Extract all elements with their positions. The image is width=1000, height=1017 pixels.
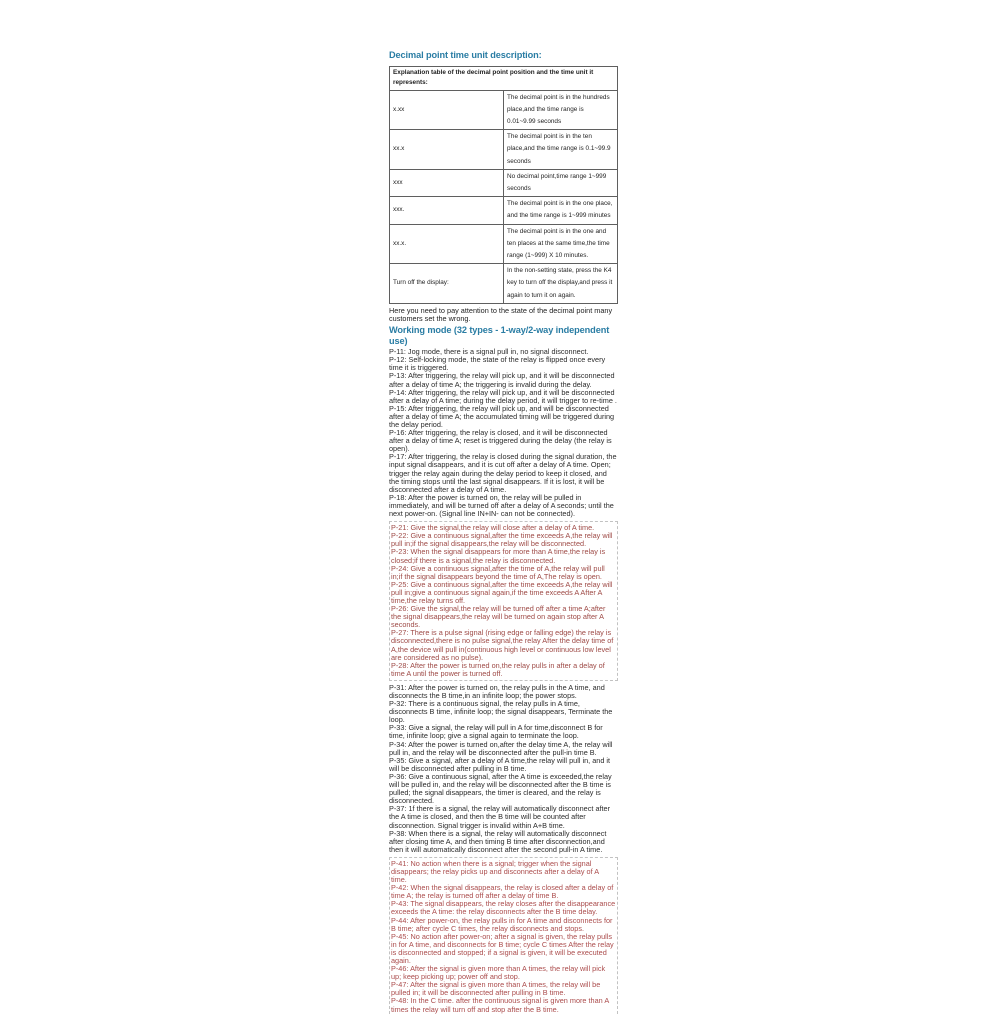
mode-item-p-44: P-44: After power-on, the relay pulls in for A time and disconnects for B time; after cycle C times, the relay disconnects and stops. xyxy=(391,915,613,933)
table-header-row xyxy=(390,66,618,90)
mode-item-p-22: P-22: Give a continuous signal,after the time exceeds A,the relay will pull in;if the signal disappears,the relay will be disconnected. xyxy=(391,531,613,549)
table-row-label: xx.x. xyxy=(390,224,504,264)
table-row-label: Turn off the display: xyxy=(390,264,504,304)
table-row-description: The decimal point is in the one place, and the time range is 1~999 minutes xyxy=(504,197,618,224)
mode-item-p-46: P-46: After the signal is given more than A times, the relay will pick up; keep picking up; power off and stop. xyxy=(391,964,606,982)
mode-item-p-47: P-47: After the signal is given more than A times, the relay will be pulled in; it will be disconnected after pulling in B time. xyxy=(391,980,601,998)
mode-item-p-28: P-28: After the power is turned on,the relay pulls in after a delay of time A until the power is turned off. xyxy=(391,660,605,678)
mode-item-p-34: P-34: After the power is turned on,after the delay time A, the relay will pull in, and the relay will be disconnected after the pull-in time B. xyxy=(389,739,613,757)
mode-item-p-18: P-18: After the power is turned on, the relay will be pulled in immediately, and will be turned off after a delay of A seconds; until the next power-on. (Signal line IN+IN- can not be connected). xyxy=(389,492,614,519)
mode-item-p-31: P-31: After the power is turned on, the relay pulls in the A time, and disconnects the B time,in an infinite loop; the power stops. xyxy=(389,682,605,700)
mode-item-p-41: P-41: No action when there is a signal; trigger when the signal disappears; the relay picks up and disconnects after a delay of A time. xyxy=(391,858,599,885)
modes-group-p41-p48 xyxy=(391,860,616,1014)
mode-item-p-24: P-24: Give a continuous signal,after the time of A,the relay will pull in;if the signal disappears beyond the time of A,The relay is open. xyxy=(391,563,605,581)
mode-item-p-35: P-35: Give a signal, after a delay of A time,the relay will pull in, and it will be disconnected after pulling in B time. xyxy=(389,755,611,773)
mode-item-p-33: P-33: Give a signal, the relay will pull in A for time,disconnect B for time, infinite loop; give a signal again to terminate the loop. xyxy=(389,723,603,741)
decimal-point-table xyxy=(389,66,618,304)
mode-item-p-26: P-26: Give the signal,the relay will be turned off after a time A;after the signal disappears,the relay will be turned on again stop after A seconds. xyxy=(391,604,606,630)
table-row-description: In the non-setting state, press the K4 key to turn off the display,and press it again to turn it on again. xyxy=(504,264,618,304)
table-row-description: No decimal point,time range 1~999 seconds xyxy=(504,169,618,196)
table-row-label: xxx xyxy=(390,169,504,196)
table-row xyxy=(390,224,618,264)
mode-item-p-38: P-38: When there is a signal, the relay will automatically disconnect after closing time A, and then timing B time after disconnection,and then it will automatically disconnect after the second pull-in A time. xyxy=(389,828,607,854)
modes-box-p21-p28 xyxy=(389,521,618,681)
mode-item-p-25: P-25: Give a continuous signal,after the time exceeds A,the relay will pull in;give a continuous signal again,if the time exceeds A After A time,the relay turns off. xyxy=(391,579,613,605)
decimal-point-table-body xyxy=(390,66,618,303)
modes-group-p11-p18 xyxy=(389,348,618,518)
mode-item-p-48: P-48: In the C time. after the continuous signal is given more than A times the relay will turn off and stop after the B time. xyxy=(391,996,609,1014)
mode-item-p-45: P-45: No action after power-on; after a signal is given, the relay pulls in for A time, and disconnects for B time; cycle C times After the relay is disconnected and stopped; if a signal is given, it will be executed again. xyxy=(391,931,614,965)
table-row xyxy=(390,90,618,130)
product-description-column xyxy=(389,50,618,1017)
mode-item-p-32: P-32: There is a continuous signal, the relay pulls in A time, disconnects B time, infinite loop; the signal disappears, Terminate the loop. xyxy=(389,699,613,725)
table-row-label: xx.x xyxy=(390,130,504,170)
mode-item-p-36: P-36: Give a continuous signal, after the A time is exceeded,the relay will be pulled in, and the relay will be disconnected after the B time is pulled; the signal disappears, the timer is cleared, and the relay is disconnected. xyxy=(389,771,612,806)
mode-item-p-11: P-11: Jog mode, there is a signal pull in, no signal disconnect. xyxy=(389,347,589,357)
mode-item-p-21: P-21: Give the signal,the relay will close after a delay of A time. xyxy=(391,523,595,533)
table-row-description: The decimal point is in the ten place,and the time range is 0.1~99.9 seconds xyxy=(504,130,618,170)
table-row xyxy=(390,197,618,224)
mode-item-p-15: P-15: After triggering, the relay will pick up, and will be disconnected after a delay of time A; the accumulated timing will be triggered during the delay period. xyxy=(389,403,615,429)
decimal-point-title: Decimal point time unit description: xyxy=(389,50,542,60)
table-header-cell: Explanation table of the decimal point position and the time unit it represents: xyxy=(390,66,618,90)
table-row xyxy=(390,169,618,196)
mode-item-p-14: P-14: After triggering, the relay will pick up, and it will be disconnected after a delay of A time; during the delay period, it will trigger to re-time . xyxy=(389,387,617,405)
mode-item-p-43: P-43: The signal disappears, the relay closes after the disappearance exceeds the A time: the relay disconnects after the B time delay. xyxy=(391,899,616,917)
decimal-point-note: Here you need to pay attention to the state of the decimal point many customers set the wrong. xyxy=(389,305,613,323)
table-row-description: The decimal point is in the hundreds place,and the time range is 0.01~9.99 seconds xyxy=(504,90,618,130)
table-row-label: x.xx xyxy=(390,90,504,130)
working-mode-title: Working mode (32 types - 1-way/2-way independent use) xyxy=(389,325,610,346)
table-row-description: The decimal point is in the one and ten places at the same time,the time range (1~999) X 10 minutes. xyxy=(504,224,618,264)
table-row xyxy=(390,130,618,170)
mode-item-p-12: P-12: Self-locking mode, the state of the relay is flipped once every time it is triggered. xyxy=(389,355,606,373)
modes-group-p21-p28 xyxy=(391,524,616,678)
mode-item-p-37: P-37: 1f there is a signal, the relay will automatically disconnect after the A time is closed, and then the B time will be counted after disconnection. Signal trigger is invalid within A+B time. xyxy=(389,804,611,830)
mode-item-p-13: P-13: After triggering, the relay will pick up, and it will be disconnected after a delay of time A; the triggering is invalid during the delay. xyxy=(389,371,615,389)
mode-item-p-23: P-23: When the signal disappears for more than A time,the relay is closed;if there is a signal,the relay is disconnected. xyxy=(391,547,606,565)
mode-item-p-42: P-42: When the signal disappears, the relay is closed after a delay of time A; the relay is turned off after a delay of time B. xyxy=(391,883,614,901)
modes-group-p31-p38 xyxy=(389,684,618,854)
mode-item-p-16: P-16: After triggering, the relay is closed, and it will be disconnected after a delay of time A; reset is triggered during the delay (the relay is open). xyxy=(389,428,612,454)
table-row-label: xxx. xyxy=(390,197,504,224)
table-row xyxy=(390,264,618,304)
modes-box-p41-p48 xyxy=(389,857,618,1014)
mode-item-p-27: P-27: There is a pulse signal (rising edge or falling edge) the relay is disconnected,there is no pulse signal,the relay After the delay time of A,the device will pull in(continuous high level or continuous low level are considered as no pulse). xyxy=(391,628,614,662)
mode-item-p-17: P-17: After triggering, the relay is closed during the signal duration, the input signal disappears, and it is cut off after a delay of A time. Open; trigger the relay again during the delay period to keep it closed, and the timing stops until the last signal disappears. If it is lost, it will be disconnected after a delay of A time. xyxy=(389,452,617,494)
